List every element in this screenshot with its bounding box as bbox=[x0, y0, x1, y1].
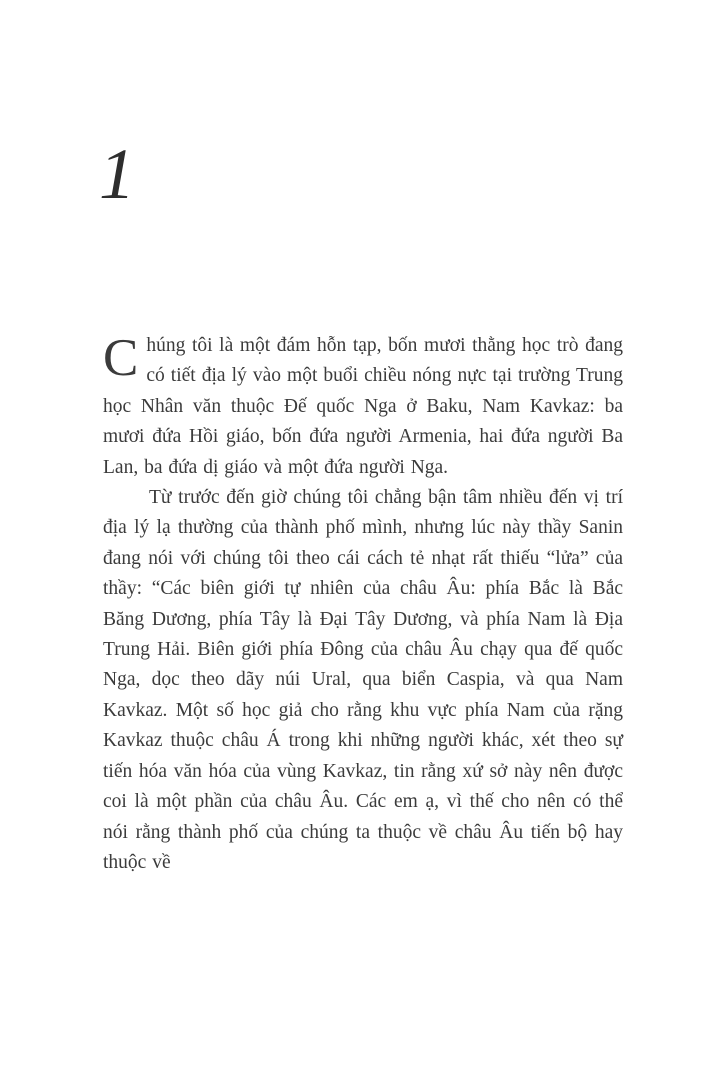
text-block bbox=[103, 331, 623, 878]
paragraph-second: Từ trước đến giờ chúng tôi chẳng bận tâm nhiều đến vị trí địa lý lạ thường của thành phố mình, nhưng lúc này thầy Sanin đang nói với chúng tôi theo cái cách tẻ nhạt rất thiếu “lửa” của thầy: “Các biên giới tự nhiên của châu Âu: phía Bắc là Bắc Băng Dương, phía Tây là Đại Tây Dương, và phía Nam là Địa Trung Hải. Biên giới phía Đông của châu Âu chạy qua đế quốc Nga, dọc theo dãy núi Ural, qua biển Caspia, và qua Nam Kavkaz. Một số học giả cho rằng khu vực phía Nam của rặng Kavkaz thuộc châu Á trong khi những người khác, xét theo sự tiến hóa văn hóa của vùng Kavkaz, tin rằng xứ sở này nên được coi là một phần của châu Âu. Các em ạ, vì thế cho nên có thể nói rằng thành phố của chúng ta thuộc về châu Âu tiến bộ hay thuộc về bbox=[103, 487, 623, 873]
paragraph-first-text: húng tôi là một đám hỗn tạp, bốn mươi thằng học trò đang có tiết địa lý vào một buổi chiều nóng nực tại trường Trung học Nhân văn thuộc Đế quốc Nga ở Baku, Nam Kavkaz: ba mươi đứa Hồi giáo, bốn đứa người Armenia, hai đứa người Ba Lan, ba đứa dị giáo và một đứa người Nga. bbox=[103, 335, 623, 478]
paragraph-first bbox=[103, 331, 623, 483]
drop-cap: C bbox=[103, 329, 139, 387]
chapter-number: 1 bbox=[99, 134, 133, 214]
